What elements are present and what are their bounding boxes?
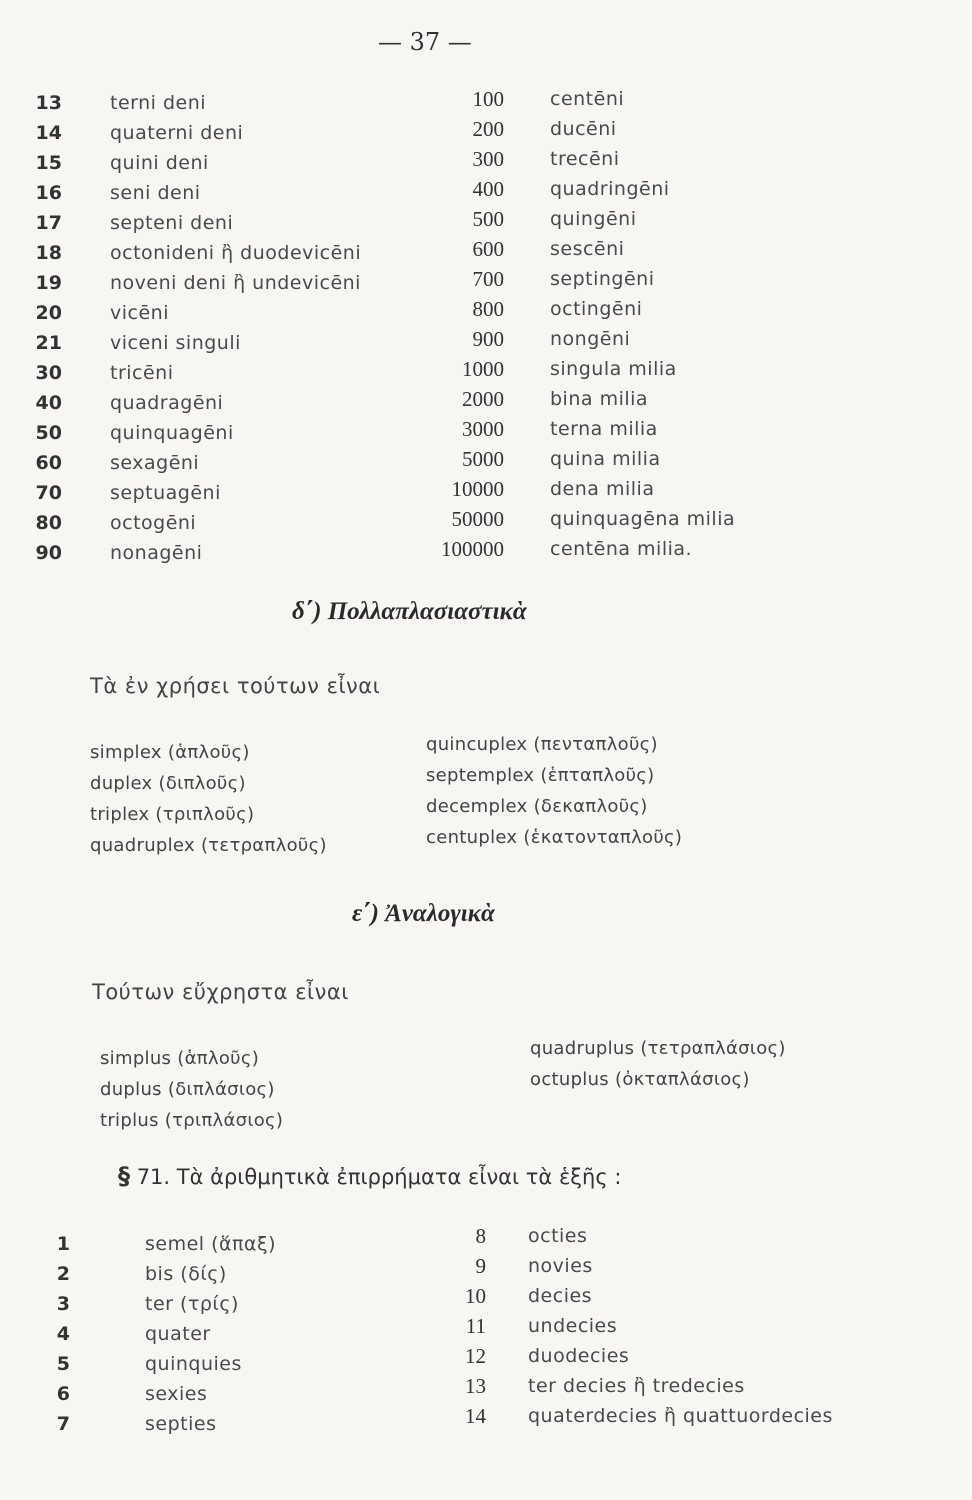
list-item: simplex (ἁπλοῦς) [90,742,250,763]
row-word: semel (ἅπαξ) [145,1233,277,1255]
row-number: 1 [56,1233,70,1255]
row-word: seni deni [110,182,201,204]
row-word: septuagēni [110,482,221,504]
row-number: 16 [35,182,62,204]
row-word: ter decies ἢ tredecies [528,1375,745,1397]
row-number: 11 [465,1314,486,1338]
row-number: 800 [472,297,504,321]
row-word: centēni [550,88,625,110]
row-number: 80 [35,512,62,534]
list-item: duplex (διπλοῦς) [90,773,246,794]
row-number: 50000 [451,507,504,531]
list-item: quadruplex (τετραπλοῦς) [90,835,327,856]
row-word: octogēni [110,512,197,534]
row-number: 18 [35,242,62,264]
row-word: duodecies [528,1345,630,1367]
row-word: quina milia [550,448,661,470]
section-delta-heading: δ΄) Πολλαπλασιαστικὰ [292,598,527,625]
row-word: dena milia [550,478,655,500]
row-word: nonagēni [110,542,203,564]
row-number: 9 [475,1254,486,1278]
row-word: quini deni [110,152,209,174]
row-word: quaterdecies ἢ quattuordecies [528,1405,833,1427]
section-71-heading [118,1162,621,1190]
row-word: octies [528,1225,588,1247]
row-number: 17 [35,212,62,234]
row-number: 13 [35,92,62,114]
row-number: 40 [35,392,62,414]
row-word: octonideni ἢ duodevicēni [110,242,362,264]
list-item: centuplex (ἑκατονταπλοῦς) [426,827,683,848]
row-word: singula milia [550,358,677,380]
row-number: 2 [56,1263,70,1285]
row-word: nongēni [550,328,631,350]
row-number: 6 [56,1383,70,1405]
row-word: tricēni [110,362,174,384]
row-word: quinquies [145,1353,242,1375]
row-number: 600 [472,237,504,261]
row-word: viceni singuli [110,332,241,354]
row-word: quater [145,1323,211,1345]
row-word: quadringēni [550,178,670,200]
row-number: 3 [56,1293,70,1315]
row-word: septeni deni [110,212,234,234]
list-item: septemplex (ἑπταπλοῦς) [426,765,655,786]
row-number: 8 [475,1224,486,1248]
row-number: 100000 [441,537,504,561]
row-number: 50 [35,422,62,444]
row-word: decies [528,1285,593,1307]
row-word: noveni deni ἢ undevicēni [110,272,361,294]
list-item: simplus (ἁπλοῦς) [100,1048,260,1069]
row-number: 700 [472,267,504,291]
row-number: 4 [56,1323,70,1345]
row-number: 20 [35,302,62,324]
row-number: 3000 [462,417,504,441]
row-number: 500 [472,207,504,231]
row-number: 90 [35,542,62,564]
list-item: triplus (τριπλάσιος) [100,1110,284,1131]
list-item: decemplex (δεκαπλοῦς) [426,796,648,817]
row-number: 900 [472,327,504,351]
row-word: quaterni deni [110,122,244,144]
row-number: 21 [35,332,62,354]
row-number: 10000 [451,477,504,501]
row-word: quingēni [550,208,637,230]
row-number: 2000 [462,387,504,411]
row-word: terni deni [110,92,207,114]
row-word: ducēni [550,118,617,140]
row-word: terna milia [550,418,658,440]
row-word: quinquagēni [110,422,234,444]
row-number: 5000 [462,447,504,471]
row-number: 5 [56,1353,70,1375]
list-item: octuplus (ὀκταπλάσιος) [530,1069,750,1090]
row-word: septies [145,1413,217,1435]
row-number: 70 [35,482,62,504]
row-number: 1000 [462,357,504,381]
list-item: triplex (τριπλοῦς) [90,804,255,825]
row-word: undecies [528,1315,618,1337]
list-item: duplus (διπλάσιος) [100,1079,275,1100]
row-number: 30 [35,362,62,384]
row-word: septingēni [550,268,655,290]
row-word: octingēni [550,298,643,320]
row-word: sescēni [550,238,625,260]
row-word: ter (τρίς) [145,1293,239,1315]
row-number: 13 [465,1374,486,1398]
list-item: quincuplex (πενταπλοῦς) [426,734,658,755]
row-word: trecēni [550,148,620,170]
row-number: 12 [465,1344,486,1368]
row-number: 14 [35,122,62,144]
list-item: quadruplus (τετραπλάσιος) [530,1038,786,1059]
section-71-text: 71. Τὰ ἀριθμητικὰ ἐπιρρήματα εἶναι τὰ ἑξῆς : [136,1165,622,1189]
row-number: 10 [465,1284,486,1308]
row-word: sexies [145,1383,208,1405]
section-symbol: § [118,1162,130,1190]
row-word: vicēni [110,302,169,324]
row-word: quadragēni [110,392,224,414]
section-delta-intro: Τὰ ἐν χρήσει τούτων εἶναι [90,674,381,698]
row-number: 7 [56,1413,70,1435]
row-word: novies [528,1255,593,1277]
row-number: 100 [472,87,504,111]
section-epsilon-intro: Τούτων εὔχρηστα εἶναι [92,980,349,1004]
row-number: 19 [35,272,62,294]
row-word: sexagēni [110,452,200,474]
row-word: quinquagēna milia [550,508,736,530]
row-word: centēna milia. [550,538,693,560]
row-number: 400 [472,177,504,201]
row-word: bis (δίς) [145,1263,227,1285]
row-word: bina milia [550,388,649,410]
row-number: 300 [472,147,504,171]
row-number: 15 [35,152,62,174]
row-number: 200 [472,117,504,141]
row-number: 14 [465,1404,486,1428]
page-number: — 37 — [378,28,472,56]
section-epsilon-heading: ε΄) Ἀναλογικὰ [352,900,495,927]
row-number: 60 [35,452,62,474]
